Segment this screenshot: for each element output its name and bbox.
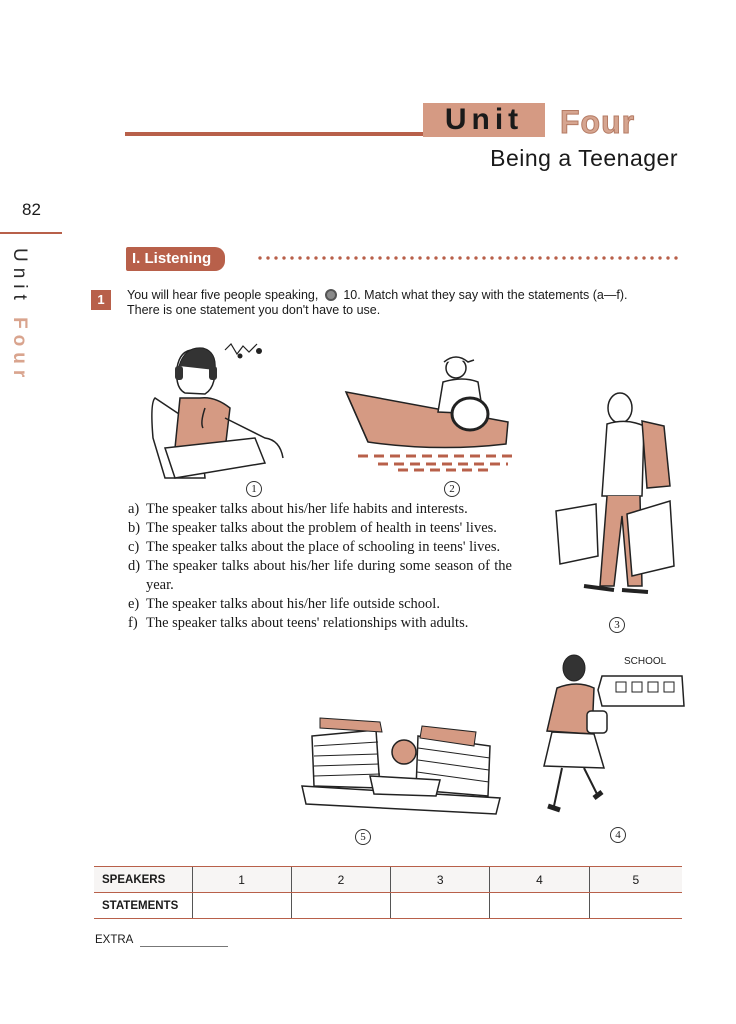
answer-cell-1[interactable]	[192, 893, 291, 919]
statement-text: The speaker talks about his/her life habits and interests.	[146, 501, 468, 517]
unit-number-title: Four	[560, 104, 636, 140]
speakers-row	[94, 867, 682, 893]
speaker-column-5: 5	[589, 867, 682, 893]
speaker-column-3: 3	[391, 867, 490, 893]
side-unit-label	[8, 248, 30, 383]
statement-key: a)	[128, 501, 140, 517]
page-subtitle: Being a Teenager	[490, 145, 678, 171]
statement-text: The speaker talks about the problem of health in teens' lives.	[146, 520, 497, 536]
picture-number-4: 4	[610, 827, 626, 843]
task-text-part2: 10. Match what they say with the statements (a—f).	[343, 288, 628, 302]
statements-label: STATEMENTS	[94, 893, 192, 919]
statement-key: b)	[128, 520, 141, 536]
answer-table	[94, 866, 682, 919]
statement-key: c)	[128, 539, 140, 555]
task-instructions	[127, 288, 687, 318]
side-divider	[0, 232, 62, 234]
illustration-girl-headphones	[145, 338, 295, 483]
picture-number-1: 1	[246, 481, 262, 497]
statement-key: e)	[128, 596, 140, 612]
statement-key: f)	[128, 615, 138, 631]
statements-row	[94, 893, 682, 919]
school-sign: SCHOOL	[624, 656, 667, 667]
title-rule	[125, 132, 425, 136]
speaker-column-4: 4	[490, 867, 589, 893]
statement-a	[128, 500, 512, 519]
speaker-column-2: 2	[291, 867, 390, 893]
answer-cell-5[interactable]	[589, 893, 682, 919]
section-heading: I. Listening	[126, 247, 225, 271]
statement-d	[128, 557, 512, 595]
statement-text: The speaker talks about his/her life outside school.	[146, 596, 440, 612]
task-number: 1	[91, 290, 111, 310]
answer-cell-4[interactable]	[490, 893, 589, 919]
picture-number-5: 5	[355, 829, 371, 845]
statement-text: The speaker talks about his/her life during some season of the year.	[146, 558, 512, 593]
answer-cell-3[interactable]	[391, 893, 490, 919]
picture-number-2: 2	[444, 481, 460, 497]
illustration-girl-walking-to-school	[532, 646, 692, 824]
statement-f	[128, 614, 512, 633]
statement-b	[128, 519, 512, 538]
side-unit-number: Four	[9, 317, 30, 384]
speaker-column-1: 1	[192, 867, 291, 893]
unit-title: Unit	[423, 103, 545, 137]
page-number: 82	[22, 200, 41, 219]
illustration-boy-with-bags	[552, 386, 682, 608]
statement-text: The speaker talks about teens' relationships with adults.	[146, 615, 469, 631]
statement-e	[128, 595, 512, 614]
statement-text: The speaker talks about the place of schooling in teens' lives.	[146, 539, 501, 555]
answer-cell-2[interactable]	[291, 893, 390, 919]
statement-c	[128, 538, 512, 557]
dotted-rule	[256, 252, 680, 264]
statement-list	[128, 500, 512, 633]
speakers-label: SPEAKERS	[94, 867, 192, 893]
illustration-student-with-books	[300, 716, 506, 828]
side-unit-word: Unit	[9, 248, 30, 306]
illustration-boy-in-boat	[338, 352, 538, 480]
task-text-line2: There is one statement you don't have to use.	[127, 303, 381, 317]
extra-label: EXTRA	[95, 934, 134, 946]
task-text-part1: You will hear five people speaking,	[127, 288, 319, 302]
extra-answer-line[interactable]	[140, 946, 228, 947]
statement-key: d)	[128, 558, 141, 574]
audio-disc-icon	[325, 289, 337, 301]
picture-number-3: 3	[609, 617, 625, 633]
